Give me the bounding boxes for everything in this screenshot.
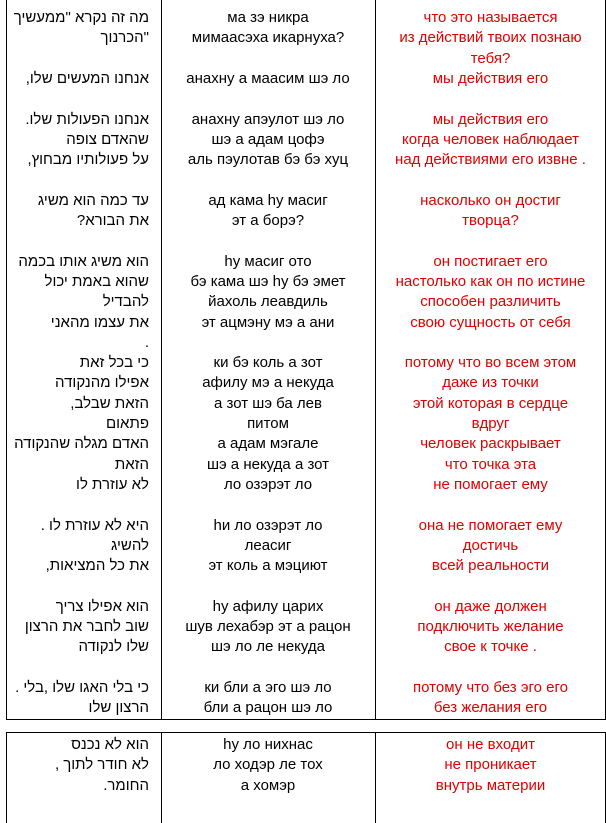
transliteration-text: ад кама hу масиг	[208, 191, 328, 209]
transliteration-text: ло ходэр ле тох	[213, 756, 323, 774]
transliteration-text	[161, 658, 375, 678]
transliteration-text: аль пэулотав бэ бэ хуц	[187, 151, 349, 169]
transliteration-text: ки бэ коль а зот	[213, 354, 323, 372]
russian-text: из действий твоих познаю	[399, 29, 582, 47]
russian-text: тебя?	[470, 49, 511, 67]
transliteration-text	[161, 89, 375, 109]
russian-text: что это называется	[423, 9, 558, 26]
russian-text	[375, 658, 606, 678]
russian-text: настолько как он по истине	[395, 272, 586, 290]
russian-text: способен различить	[420, 293, 561, 311]
transliteration-text: ло озэрэт ло	[223, 475, 313, 493]
transliteration-text: шэ а некуда а зот	[206, 455, 330, 473]
hebrew-text: מה זה נקרא "ממעשיך	[13, 9, 149, 26]
russian-text: человек раскрывает	[420, 435, 561, 453]
russian-text: не помогает ему	[433, 475, 548, 493]
russian-text	[375, 333, 606, 353]
russian-text: не проникает	[444, 756, 537, 774]
russian-text: он не входит	[446, 736, 535, 753]
transliteration-text: а хомэр	[240, 776, 296, 794]
hebrew-text: כי בכל זאת	[79, 354, 149, 372]
russian-text: потому что без эго его	[413, 678, 568, 696]
russian-text	[375, 89, 606, 109]
russian-text: он постигает его	[433, 252, 548, 270]
transliteration-text	[161, 170, 375, 190]
hebrew-text: את כל המציאות,	[45, 557, 149, 575]
transliteration-text: эт коль а мэциют	[208, 557, 328, 575]
transliteration-text: шэ ло ле некуда	[210, 638, 325, 656]
russian-text: всей реальности	[431, 557, 550, 575]
russian-text: достичь	[462, 536, 519, 554]
russian-text: свою сущность от себя	[410, 313, 571, 331]
transliteration-text	[161, 49, 375, 69]
hebrew-text: הזאת שבלב,	[70, 394, 149, 412]
hebrew-text: עד כמה הוא משיג	[37, 191, 149, 209]
hebrew-text: הזאת	[114, 455, 149, 473]
hebrew-text: שוב לחבר את הרצון	[24, 618, 149, 635]
hebrew-text: שהאדם צופה	[66, 130, 149, 148]
transliteration-text: ма зэ никра	[227, 9, 309, 26]
hebrew-text: פתאום	[105, 415, 149, 432]
hebrew-text: היא לא עוזרת לו .	[40, 516, 149, 534]
hebrew-text: את עצמו מהאני	[50, 313, 149, 331]
russian-text: она не помогает ему	[418, 516, 563, 534]
hebrew-text: הוא משיג אותו בכמה	[18, 252, 149, 270]
hebrew-text: אפילו מהנקודה	[55, 374, 149, 392]
transliteration-text: мимаасэха икарнуха?	[191, 29, 345, 47]
transliteration-text: анахну апэулот шэ ло	[191, 110, 345, 128]
russian-text	[375, 495, 606, 515]
transliteration-text: hу масиг ото	[224, 252, 312, 270]
transliteration-text: афилу мэ а некуда	[202, 374, 334, 392]
transliteration-text: эт ацмэну мэ а ани	[201, 313, 335, 331]
transliteration-text: шэ а адам цофэ	[211, 130, 325, 148]
transliteration-text: питом	[247, 415, 289, 432]
hebrew-text: אנחנו הפעולות שלו.	[25, 110, 149, 128]
hebrew-text: .	[144, 333, 149, 351]
russian-text: что точка эта	[444, 455, 537, 473]
hebrew-text: אנחנו המעשים שלו,	[25, 69, 149, 87]
transliteration-text: а адам мэгале	[217, 435, 319, 453]
hebrew-text: "הכרנוך	[100, 29, 149, 47]
hebrew-text: לא חודר לתוך ,	[54, 756, 149, 774]
russian-text: насколько он достиг	[420, 191, 561, 209]
hebrew-text: האדם מגלה שהנקודה	[14, 435, 149, 453]
transliteration-text: анахну а маасим шэ ло	[186, 69, 350, 87]
transliteration-text: hи ло озэрэт ло	[213, 516, 323, 534]
transliteration-text: эт а борэ?	[231, 212, 305, 229]
hebrew-text: שהוא באמת יכול	[44, 272, 149, 290]
transliteration-text: бэ кама шэ hу бэ эмет	[190, 272, 346, 290]
russian-text: когда человек наблюдает	[402, 130, 579, 148]
hebrew-text: שלו לנקודה	[78, 638, 149, 656]
russian-text: мы действия его	[432, 110, 549, 128]
russian-text: без желания его	[433, 699, 548, 717]
russian-text: творца?	[462, 212, 519, 229]
transliteration-text: ки бли а эго шэ ло	[204, 678, 332, 696]
russian-text: этой которая в сердце	[412, 394, 569, 412]
transliteration-text: йахоль леавдиль	[208, 293, 328, 311]
hebrew-text: להשיג	[110, 536, 149, 554]
russian-text: свое к точке .	[444, 638, 537, 656]
russian-text: подключить желание	[417, 618, 564, 635]
transliteration-text	[161, 333, 375, 353]
russian-text: он даже должен	[434, 597, 547, 615]
hebrew-text: להבדיל	[102, 293, 149, 311]
hebrew-text: הרצון שלו	[88, 699, 149, 717]
transliteration-text	[161, 576, 375, 596]
transliteration-text: шув лехабэр эт а рацон	[185, 618, 351, 635]
transliteration-text	[161, 495, 375, 515]
russian-text: потому что во всем этом	[404, 354, 577, 372]
transliteration-text: бли а рацон шэ ло	[203, 699, 333, 717]
transliteration-text: hу ло нихнас	[223, 736, 313, 753]
transliteration-text: hу афилу царих	[212, 597, 324, 615]
russian-text: даже из точки	[442, 374, 539, 392]
transliteration-text	[161, 231, 375, 251]
hebrew-text: לא עוזרת לו	[76, 475, 149, 493]
russian-text	[375, 170, 606, 190]
russian-text	[375, 231, 606, 251]
hebrew-text: את הבורא?	[76, 212, 149, 229]
transliteration-text: леасиг	[244, 536, 292, 554]
russian-text: над действиями его извне .	[395, 151, 586, 169]
russian-text: вдруг	[471, 415, 510, 432]
hebrew-text: הוא לא נכנס	[71, 736, 149, 753]
russian-text: внутрь материи	[435, 776, 546, 794]
russian-text: мы действия его	[432, 69, 549, 87]
hebrew-text: החומר.	[103, 776, 149, 794]
hebrew-text: הוא אפילו צריך	[55, 597, 149, 615]
transliteration-text: а зот шэ ба лев	[214, 394, 322, 412]
hebrew-text: כי בלי האגו שלו ,בלי .	[15, 678, 149, 696]
hebrew-text: על פעולותיו מבחוץ,	[27, 151, 149, 169]
russian-text	[375, 576, 606, 596]
